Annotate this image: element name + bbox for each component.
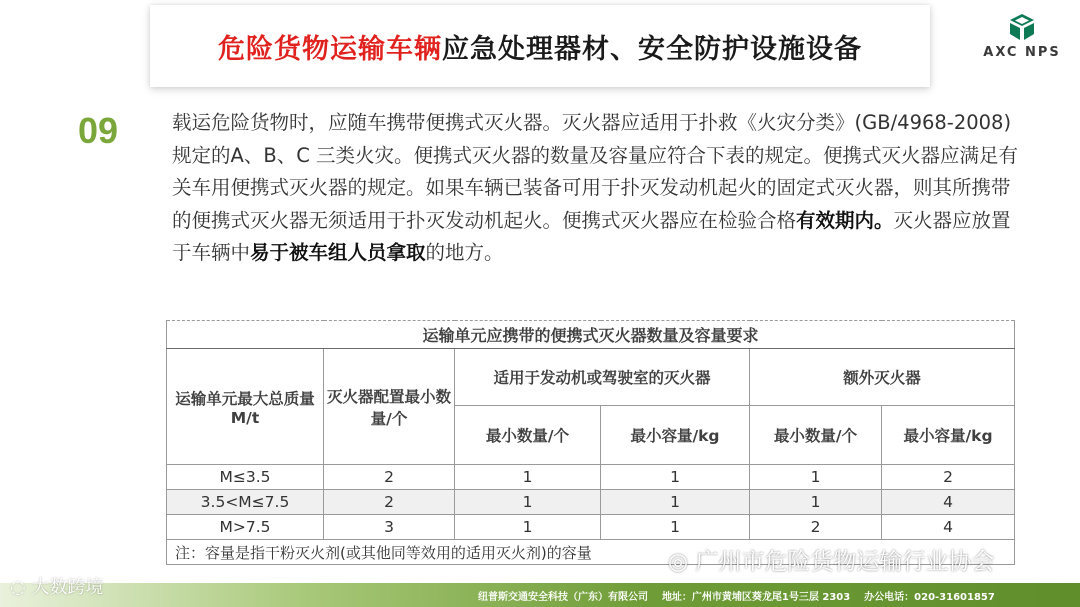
extinguisher-table [166, 320, 1014, 565]
cell-extra-qty: 1 [750, 465, 882, 490]
table-row [167, 490, 1015, 515]
cell-extra-cap: 4 [882, 490, 1015, 515]
cell-config: 2 [324, 465, 455, 490]
watermark-left-text: 大数跨境 [31, 577, 104, 598]
footer-phone: 办公电话：020-31601857 [864, 592, 995, 603]
page-title [218, 27, 862, 66]
header-extra-min-qty: 最小数量/个 [750, 406, 882, 465]
cell-engine-qty: 1 [455, 490, 601, 515]
table-note: 注：容量是指干粉灭火剂(或其他同等效用的适用灭火剂)的容量 [167, 540, 1015, 565]
section-number: 09 [78, 110, 119, 151]
table-row [167, 465, 1015, 490]
cell-engine-cap: 1 [601, 515, 750, 540]
paragraph-text-3: 的地方。 [425, 241, 504, 264]
logo-text: AXC NPS [983, 45, 1061, 60]
section-paragraph [172, 107, 1022, 270]
table-caption: 运输单元应携带的便携式灭火器数量及容量要求 [167, 321, 1015, 349]
header-engine-min-qty: 最小数量/个 [455, 406, 601, 465]
watermark-right-text: 广州市危险货物运输行业协会 [695, 549, 995, 575]
header-engine-min-cap: 最小容量/kg [601, 406, 750, 465]
cell-engine-cap: 1 [601, 465, 750, 490]
watermark-left [10, 573, 103, 599]
footer-address: 地址：广州市黄埔区葵龙尾1号三层 2303 [661, 592, 851, 603]
paragraph-text-2: 灭火器应放置于车辆中 [172, 208, 1011, 264]
cell-engine-qty: 1 [455, 465, 601, 490]
paragraph-bold-2: 易于被车组人员拿取 [250, 241, 426, 264]
footer-company: 纽普斯交通安全科技（广东）有限公司 [478, 592, 648, 603]
page-title-red: 危险货物运输车辆 [218, 33, 442, 65]
paragraph-text-1: 载运危险货物时，应随车携带便携式灭火器。灭火器应适用于扑救《火灾分类》(GB/4968-2008)规定的A、B、C 三类火灾。便携式灭火器的数量及容量应符合下表的规定。便携式灭火器应满足有关车用便携式灭火器的规定。如果车辆已装备可用于扑灭发动机起火的固定式灭火器，则其所携带的便携式灭火器无须适用于扑灭发动机起火。便携式灭火器应在检验合格 [172, 111, 1019, 232]
header-extra-min-cap: 最小容量/kg [882, 406, 1015, 465]
table-row [167, 515, 1015, 540]
page-title-black: 应急处理器材、安全防护设施设备 [442, 33, 862, 65]
cell-extra-cap: 2 [882, 465, 1015, 490]
cell-extra-qty: 2 [750, 515, 882, 540]
footer-info [478, 588, 995, 603]
header-extra-group: 额外灭火器 [750, 349, 1015, 406]
header-min-config: 灭火器配置最小数量/个 [324, 349, 455, 465]
cell-engine-qty: 1 [455, 515, 601, 540]
company-logo [972, 12, 1072, 64]
cell-config: 2 [324, 490, 455, 515]
title-banner [150, 5, 930, 87]
watermark-chat-icon: ◌ [10, 577, 26, 598]
header-engine-group: 适用于发动机或驾驶室的灭火器 [455, 349, 750, 406]
cube-logo-icon [1007, 12, 1037, 42]
cell-mass: 3.5<M≤7.5 [167, 490, 324, 515]
cell-config: 3 [324, 515, 455, 540]
cell-extra-cap: 4 [882, 515, 1015, 540]
cell-mass: M>7.5 [167, 515, 324, 540]
paragraph-bold-1: 有效期内。 [796, 208, 894, 232]
header-mass: 运输单元最大总质量M/t [167, 349, 324, 465]
watermark-right [668, 543, 994, 576]
watermark-wechat-icon: ◎ [668, 549, 689, 575]
cell-mass: M≤3.5 [167, 465, 324, 490]
cell-engine-cap: 1 [601, 490, 750, 515]
cell-extra-qty: 1 [750, 490, 882, 515]
